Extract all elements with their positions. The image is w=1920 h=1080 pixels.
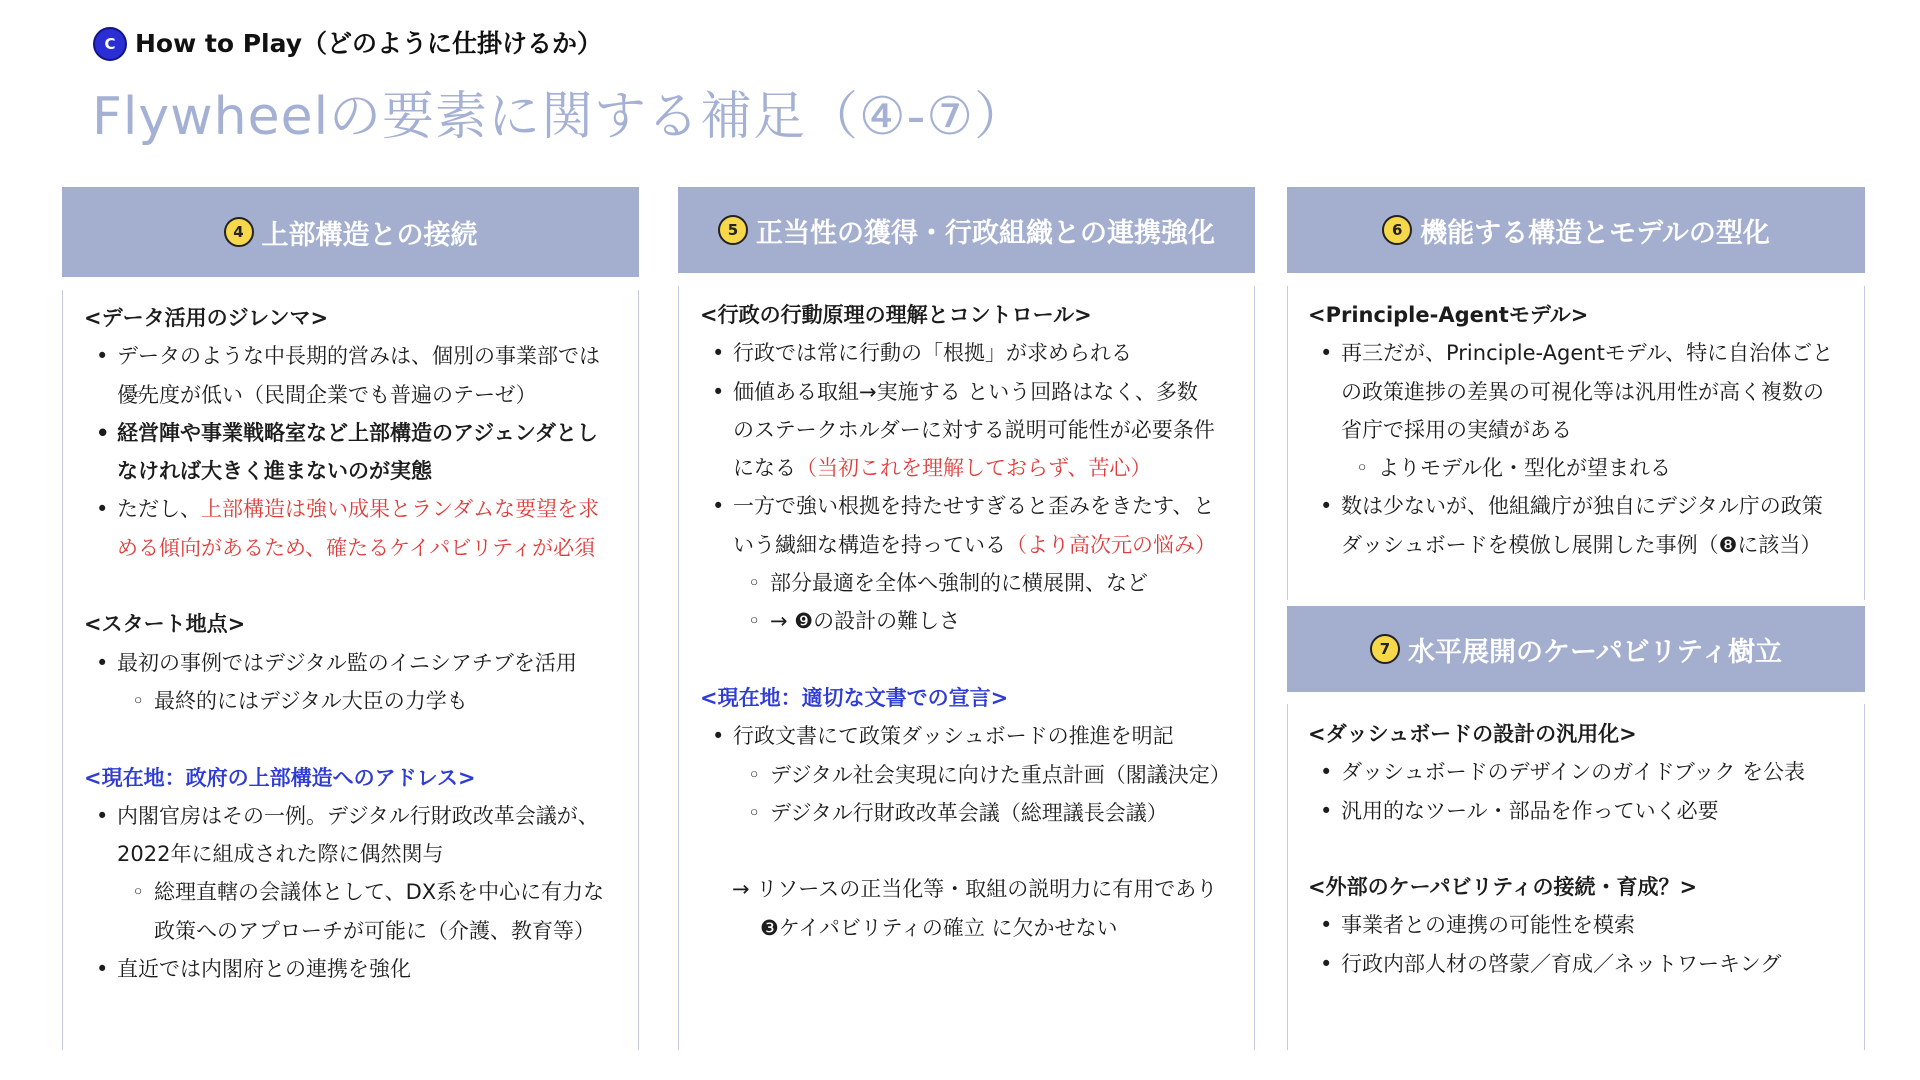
text: ただし、 xyxy=(117,497,201,522)
list-item: • 行政内部人材の啓蒙／育成／ネットワーキング xyxy=(1308,945,1860,983)
sub-list-item: ◦ デジタル行財政改革会議（総理議長会議） xyxy=(700,794,1250,832)
page-title: Flywheelの要素に関する補足（④-⑦） xyxy=(92,87,1028,147)
number-4-icon: 4 xyxy=(224,217,254,247)
highlight-text: （当初これを理解しておらず、苦心） xyxy=(796,456,1152,481)
list-item-cont: 2022年に組成された際に偶然関与 xyxy=(117,842,444,867)
list-item: • 直近では内閣府との連携を強化 xyxy=(84,950,629,988)
list-item-cont: のステークホルダーに対する説明可能性が必要条件 xyxy=(733,417,1215,442)
list-item: • ダッシュボードのデザインのガイドブック を公表 xyxy=(1308,753,1860,791)
text: いう繊細な構造を持っている xyxy=(733,532,1006,557)
text: になる xyxy=(733,456,796,481)
conclusion-line: → リソースの正当化等・取組の説明力に有用であり xyxy=(732,877,1218,902)
heading: <行政の行動原理の理解とコントロール> xyxy=(700,303,1092,327)
panel-6-header xyxy=(1287,187,1865,273)
list-item: • 経営陣や事業戦略室など上部構造のアジェンダとし xyxy=(84,414,629,452)
list-item: • 再三だが、Principle-Agentモデル、特に自治体ごと xyxy=(1308,334,1860,372)
panel-4-header xyxy=(62,187,639,277)
list-item: • 最初の事例ではデジタル監のイニシアチブを活用 xyxy=(84,644,629,682)
sub-list-item: ◦ デジタル社会実現に向けた重点計画（閣議決定） xyxy=(700,756,1250,794)
number-6-icon: 6 xyxy=(1382,215,1412,245)
panel-6-title: 機能する構造とモデルの型化 xyxy=(1420,217,1770,249)
heading: <外部のケーパビリティの接続・育成？> xyxy=(1308,875,1698,900)
heading: <スタート地点> xyxy=(84,612,246,637)
panel-5-header xyxy=(678,187,1255,273)
heading: <Principle-Agentモデル> xyxy=(1308,303,1589,327)
list-item-cont: ダッシュボードを模倣し展開した事例（❽に該当） xyxy=(1341,532,1822,557)
conclusion-line: ❸ケイパビリティの確立 に欠かせない xyxy=(760,915,1118,940)
list-item: • 数は少ないが、他組織庁が独自にデジタル庁の政策 xyxy=(1308,487,1860,525)
section-label: How to Play（どのように仕掛けるか） xyxy=(135,29,603,58)
list-item: • 行政では常に行動の「根拠」が求められる xyxy=(700,334,1250,372)
list-item-cont: なければ大きく進まないのが実態 xyxy=(117,459,432,484)
highlight-text: 上部構造は強い成果とランダムな要望を求 xyxy=(201,497,600,522)
number-5-icon: 5 xyxy=(718,215,748,245)
sub-list-item: ◦ → ❾の設計の難しさ xyxy=(700,602,1250,640)
highlight-text: める傾向があるため、確たるケイパビリティが必須 xyxy=(117,535,596,560)
panel-5-content xyxy=(700,296,1250,947)
panel-7-header xyxy=(1287,606,1865,692)
list-item: • データのような中長期的営みは、個別の事業部では xyxy=(84,337,629,375)
list-item: • 行政文書にて政策ダッシュボードの推進を明記 xyxy=(700,717,1250,755)
list-item xyxy=(84,490,629,528)
list-item: • 一方で強い根拠を持たせすぎると歪みをきたす、と xyxy=(700,487,1250,525)
list-item-cont: ◦ 優先度が低い（民間企業でも普遍のテーゼ） xyxy=(84,376,629,414)
highlight-text: （より高次元の悩み） xyxy=(1006,532,1216,557)
heading: <ダッシュボードの設計の汎用化> xyxy=(1308,722,1637,746)
sub-list-item: ◦ 最終的にはデジタル大臣の力学も xyxy=(84,682,629,720)
sub-list-item: ◦ よりモデル化・型化が望まれる xyxy=(1308,449,1860,487)
section-badge: C xyxy=(93,27,127,61)
panel-7-title: 水平展開のケーパビリティ樹立 xyxy=(1408,636,1782,668)
sub-list-item-cont: 政策へのアプローチが可能に（介護、教育等） xyxy=(154,918,595,943)
list-item-cont xyxy=(700,526,1250,564)
panel-4-content xyxy=(84,299,629,988)
panel-4-title: 上部構造との接続 xyxy=(261,219,478,251)
list-item: • 事業者との連携の可能性を模索 xyxy=(1308,906,1860,944)
status-heading: <現在地：政府の上部構造へのアドレス> xyxy=(84,765,476,790)
list-item-cont: 省庁で採用の実績がある xyxy=(1341,417,1572,442)
list-item: • 価値ある取組→実施する という回路はなく、多数 xyxy=(700,373,1250,411)
panel-5-title: 正当性の獲得・行政組織との連携強化 xyxy=(756,217,1215,249)
list-item: • 内閣官房はその一例。デジタル行財政改革会議が、 xyxy=(84,797,629,835)
sub-list-item: ◦ 総理直轄の会議体として、DX系を中心に有力な xyxy=(84,873,629,911)
heading: <データ活用のジレンマ> xyxy=(84,306,329,330)
status-heading: <現在地：適切な文書での宣言> xyxy=(700,685,1009,710)
sub-list-item: ◦ 部分最適を全体へ強制的に横展開、など xyxy=(700,564,1250,602)
list-item-cont xyxy=(700,449,1250,487)
list-item: • 汎用的なツール・部品を作っていく必要 xyxy=(1308,792,1860,830)
panel-6-content xyxy=(1308,296,1860,564)
list-item-cont: の政策進捗の差異の可視化等は汎用性が高く複数の xyxy=(1341,379,1824,404)
panel-7-content xyxy=(1308,715,1860,983)
number-7-icon: 7 xyxy=(1370,634,1400,664)
